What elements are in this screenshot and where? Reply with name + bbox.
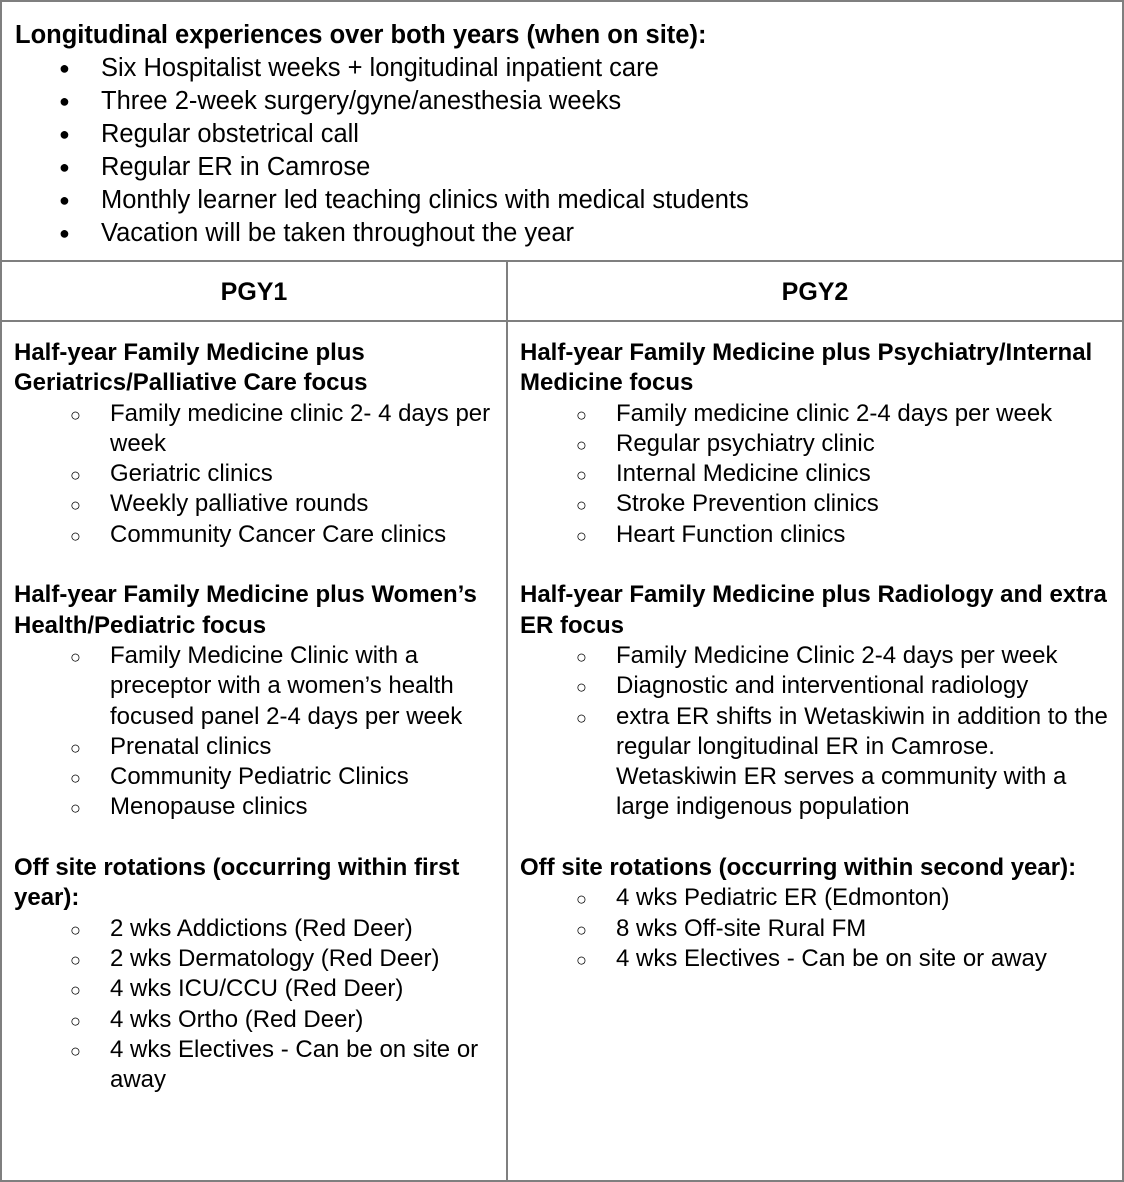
list-item: ○ Prenatal clinics [14, 732, 500, 762]
list-item: ○ Stroke Prevention clinics [520, 489, 1120, 519]
section-list [14, 914, 500, 1096]
bullet-icon: ● [59, 124, 70, 144]
section-title: Off site rotations (occurring within first year): [14, 854, 460, 912]
list-item: ○ Internal Medicine clinics [520, 459, 1120, 489]
list-item: ○ Diagnostic and interventional radiology [520, 671, 1120, 701]
bullet-icon: ● [59, 91, 70, 111]
section-title: Off site rotations (occurring within second year): [520, 854, 1077, 882]
list-item: ○ Weekly palliative rounds [14, 489, 500, 519]
circle-bullet-icon: ○ [70, 525, 81, 546]
section-list [14, 641, 500, 823]
list-item: ● Three 2-week surgery/gyne/anesthesia weeks [15, 85, 1115, 118]
circle-bullet-icon: ○ [576, 949, 587, 970]
list-item: ○ 4 wks Ortho (Red Deer) [14, 1005, 500, 1035]
circle-bullet-icon: ○ [576, 677, 587, 698]
section-list [520, 399, 1120, 550]
list-item: ○ 4 wks ICU/CCU (Red Deer) [14, 974, 500, 1004]
section-title: Half-year Family Medicine plus Women’s Health/Pediatric focus [14, 581, 477, 639]
list-item: ○ 8 wks Off-site Rural FM [520, 914, 1120, 944]
circle-bullet-icon: ○ [70, 768, 81, 789]
list-item: ○ extra ER shifts in Wetaskiwin in addition to the regular longitudinal ER in Camrose. Wetaskiwin ER serves a community with a large indigenous population [576, 702, 1108, 821]
pgy2-header: PGY2 [781, 278, 849, 306]
bullet-icon: ● [59, 157, 70, 177]
circle-bullet-icon: ○ [576, 919, 587, 940]
list-item: ● Six Hospitalist weeks + longitudinal inpatient care [15, 52, 1115, 85]
circle-bullet-icon: ○ [70, 919, 81, 940]
longitudinal-list [15, 52, 1115, 250]
circle-bullet-icon: ○ [70, 1040, 81, 1061]
list-item: ● Vacation will be taken throughout the year [15, 217, 1115, 250]
bullet-icon: ● [59, 190, 70, 210]
circle-bullet-icon: ○ [576, 495, 587, 516]
list-item: ○ Community Cancer Care clinics [14, 520, 500, 550]
list-item: ○ Community Pediatric Clinics [14, 762, 500, 792]
circle-bullet-icon: ○ [70, 737, 81, 758]
circle-bullet-icon: ○ [70, 980, 81, 1001]
pgy1-header: PGY1 [220, 278, 288, 306]
pgy2-header-cell [506, 260, 1124, 322]
list-item: ○ Family Medicine Clinic 2-4 days per week [520, 641, 1120, 671]
circle-bullet-icon: ○ [576, 465, 587, 486]
pgy1-body-cell [0, 320, 508, 1182]
section-list [520, 641, 1120, 823]
circle-bullet-icon: ○ [70, 404, 81, 425]
list-item: ○ Menopause clinics [14, 792, 500, 822]
longitudinal-cell [0, 0, 1124, 262]
section-title: Half-year Family Medicine plus Radiology and extra ER focus [520, 581, 1107, 639]
bullet-icon: ● [59, 58, 70, 78]
list-item: ● Regular ER in Camrose [15, 151, 1115, 184]
circle-bullet-icon: ○ [70, 646, 81, 667]
circle-bullet-icon: ○ [576, 525, 587, 546]
list-item: ○ Heart Function clinics [520, 520, 1120, 550]
circle-bullet-icon: ○ [70, 949, 81, 970]
list-item: ○ 4 wks Pediatric ER (Edmonton) [520, 883, 1120, 913]
circle-bullet-icon: ○ [576, 646, 587, 667]
section-list [14, 399, 500, 550]
section-title: Half-year Family Medicine plus Geriatrics/Palliative Care focus [14, 339, 368, 397]
list-item: ○ 4 wks Electives - Can be on site or away [70, 1035, 479, 1094]
circle-bullet-icon: ○ [70, 1010, 81, 1031]
longitudinal-heading: Longitudinal experiences over both years (when on site): [15, 21, 707, 49]
circle-bullet-icon: ○ [576, 434, 587, 455]
section-list [520, 883, 1120, 974]
list-item: ● Monthly learner led teaching clinics with medical students [15, 184, 1115, 217]
circle-bullet-icon: ○ [70, 465, 81, 486]
list-item: ○ Family medicine clinic 2- 4 days per week [70, 399, 491, 457]
circle-bullet-icon: ○ [70, 495, 81, 516]
list-item: ○ Family Medicine Clinic with a preceptor with a women’s health focused panel 2-4 days per week [70, 641, 463, 730]
circle-bullet-icon: ○ [576, 889, 587, 910]
pgy2-body-cell [506, 320, 1124, 1182]
list-item: ○ 4 wks Electives - Can be on site or away [520, 944, 1120, 974]
circle-bullet-icon: ○ [70, 798, 81, 819]
list-item: ● Regular obstetrical call [15, 118, 1115, 151]
list-item: ○ 2 wks Dermatology (Red Deer) [14, 944, 500, 974]
circle-bullet-icon: ○ [576, 707, 587, 728]
bullet-icon: ● [59, 223, 70, 243]
pgy1-header-cell [0, 260, 508, 322]
circle-bullet-icon: ○ [576, 404, 587, 425]
list-item: ○ Geriatric clinics [14, 459, 500, 489]
list-item: ○ 2 wks Addictions (Red Deer) [14, 914, 500, 944]
section-title: Half-year Family Medicine plus Psychiatry/Internal Medicine focus [520, 339, 1093, 397]
list-item: ○ Regular psychiatry clinic [520, 429, 1120, 459]
list-item: ○ Family medicine clinic 2-4 days per week [520, 399, 1120, 429]
